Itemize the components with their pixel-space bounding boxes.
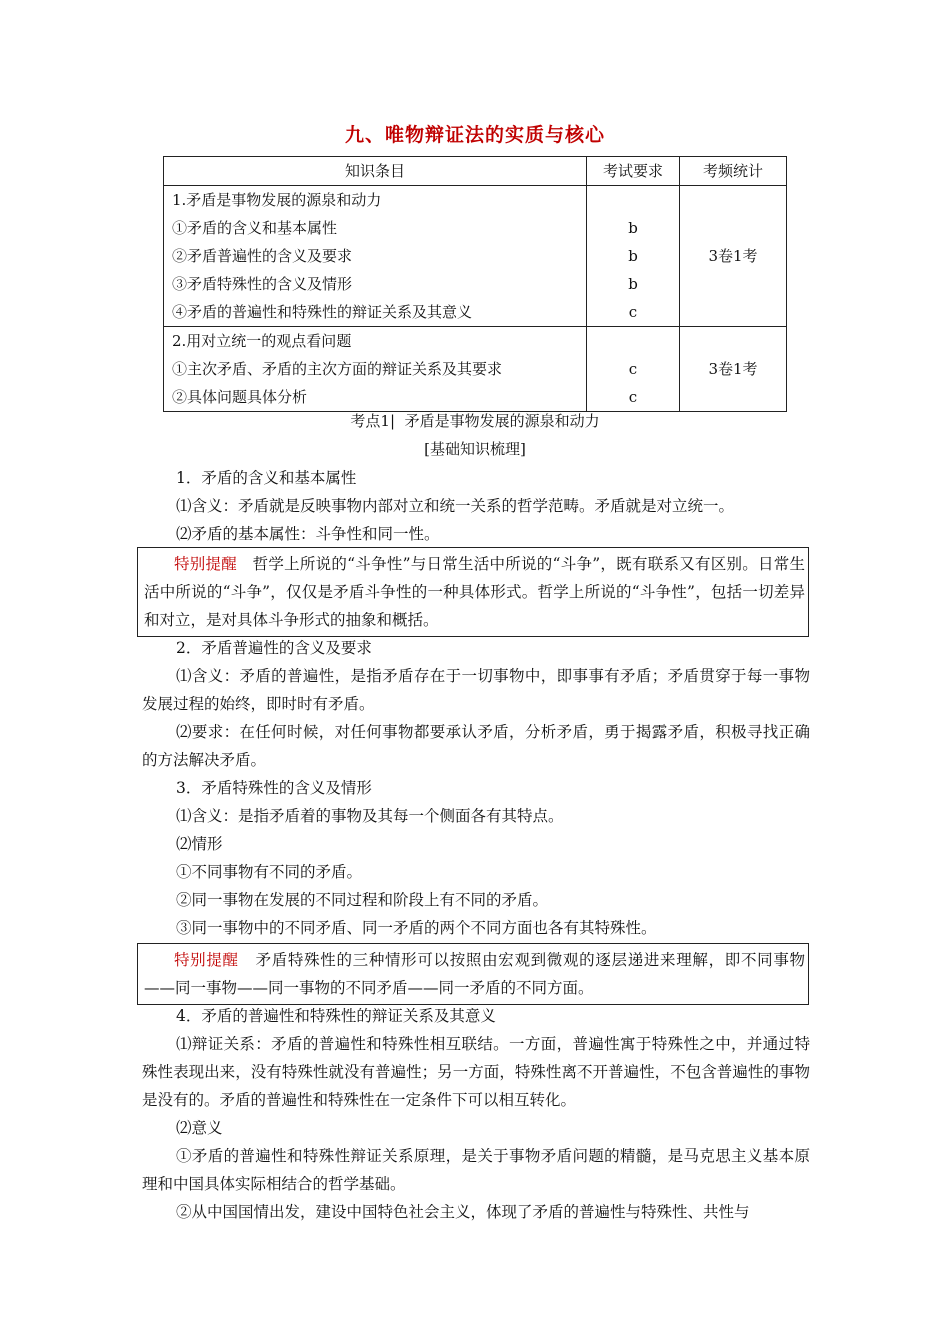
frequency-cell: 3卷1考 [680, 327, 787, 412]
group-heading: 2.用对立统一的观点看问题 [172, 332, 352, 350]
page-title: 九、唯物辩证法的实质与核心 [344, 124, 605, 146]
requirement-level: c [628, 303, 638, 321]
header-knowledge: 知识条目 [164, 157, 587, 186]
table-header-row [164, 157, 787, 186]
knowledge-item: ①主次矛盾、矛盾的主次方面的辩证关系及其要求 [172, 360, 503, 378]
list-item: ①矛盾的普遍性和特殊性辩证关系原理，是关于事物矛盾问题的精髓，是马克思主义基本原理和中国具体实际相结合的哲学基础。 [142, 1147, 810, 1193]
paragraph: ⑵意义 [176, 1119, 223, 1137]
knowledge-cell [164, 327, 587, 412]
reminder-label: 特别提醒 [174, 555, 238, 573]
requirement-level: c [628, 360, 638, 378]
list-item: ②同一事物在发展的不同过程和阶段上有不同的矛盾。 [176, 891, 549, 909]
table-row [164, 186, 787, 327]
frequency-cell: 3卷1考 [680, 186, 787, 327]
kaodian-heading: 考点1| 矛盾是事物发展的源泉和动力 [350, 412, 600, 430]
section-title: 3．矛盾特殊性的含义及情形 [176, 779, 372, 797]
kaodian-text: 矛盾是事物发展的源泉和动力 [404, 412, 600, 430]
group-heading: 1.矛盾是事物发展的源泉和动力 [172, 191, 382, 209]
requirement-level: c [628, 388, 638, 406]
reminder-text: 矛盾特殊性的三种情形可以按照由宏观到微观的逐层递进来理解，即不同事物——同一事物——同一事物的不同矛盾——同一矛盾的不同方面。 [144, 951, 805, 997]
requirement-cell [587, 186, 680, 327]
knowledge-item: ③矛盾特殊性的含义及情形 [172, 275, 353, 293]
requirement-level: b [628, 247, 638, 265]
list-item: ①不同事物有不同的矛盾。 [176, 863, 363, 881]
requirements-table [163, 156, 787, 412]
requirement-cell [587, 327, 680, 412]
requirement-level: b [628, 275, 638, 293]
knowledge-item: ②矛盾普遍性的含义及要求 [172, 247, 353, 265]
knowledge-item: ①矛盾的含义和基本属性 [172, 219, 338, 237]
section-title: 1．矛盾的含义和基本属性 [176, 469, 357, 487]
reminder-box [137, 943, 809, 1005]
paragraph: ⑵情形 [176, 835, 223, 853]
requirement-level: b [628, 219, 638, 237]
paragraph: ⑴含义：是指矛盾着的事物及其每一个侧面各有其特点。 [176, 807, 564, 825]
reminder-text: 哲学上所说的“斗争性”与日常生活中所说的“斗争”，既有联系又有区别。日常生活中所说的“斗争”，仅仅是矛盾斗争性的一种具体形式。哲学上所说的“斗争性”，包括一切差异和对立，是对具体斗争形式的抽象和概括。 [144, 555, 806, 629]
list-item: ③同一事物中的不同矛盾、同一矛盾的两个不同方面也各有其特殊性。 [176, 919, 657, 937]
knowledge-cell [164, 186, 587, 327]
section-title: 2．矛盾普遍性的含义及要求 [176, 639, 372, 657]
paragraph: ⑵要求：在任何时候，对任何事物都要承认矛盾，分析矛盾，勇于揭露矛盾，积极寻找正确的方法解决矛盾。 [142, 723, 810, 769]
reminder-label: 特别提醒 [174, 951, 239, 969]
paragraph: ⑴含义：矛盾就是反映事物内部对立和统一关系的哲学范畴。矛盾就是对立统一。 [176, 497, 735, 515]
list-item: ②从中国国情出发，建设中国特色社会主义，体现了矛盾的普遍性与特殊性、共性与 [176, 1203, 750, 1221]
header-frequency: 考频统计 [680, 157, 787, 186]
kaodian-label: 考点1 [350, 412, 390, 430]
paragraph: ⑴辩证关系：矛盾的普遍性和特殊性相互联结。一方面，普遍性寓于特殊性之中，并通过特殊性表现出来，没有特殊性就没有普遍性；另一方面，特殊性离不开普遍性，不包含普遍性的事物是没有的。矛盾的普遍性和特殊性在一定条件下可以相互转化。 [142, 1035, 810, 1109]
table-row [164, 327, 787, 412]
paragraph: ⑵矛盾的基本属性：斗争性和同一性。 [176, 525, 440, 543]
knowledge-item: ④矛盾的普遍性和特殊性的辩证关系及其意义 [172, 303, 473, 321]
section-title: 4．矛盾的普遍性和特殊性的辩证关系及其意义 [176, 1007, 496, 1025]
knowledge-item: ②具体问题具体分析 [172, 388, 308, 406]
paragraph: ⑴含义：矛盾的普遍性，是指矛盾存在于一切事物中，即事事有矛盾；矛盾贯穿于每一事物发展过程的始终，即时时有矛盾。 [142, 667, 810, 713]
reminder-box [137, 547, 809, 637]
section-subheading: [基础知识梳理] [424, 440, 526, 458]
header-requirement: 考试要求 [587, 157, 680, 186]
